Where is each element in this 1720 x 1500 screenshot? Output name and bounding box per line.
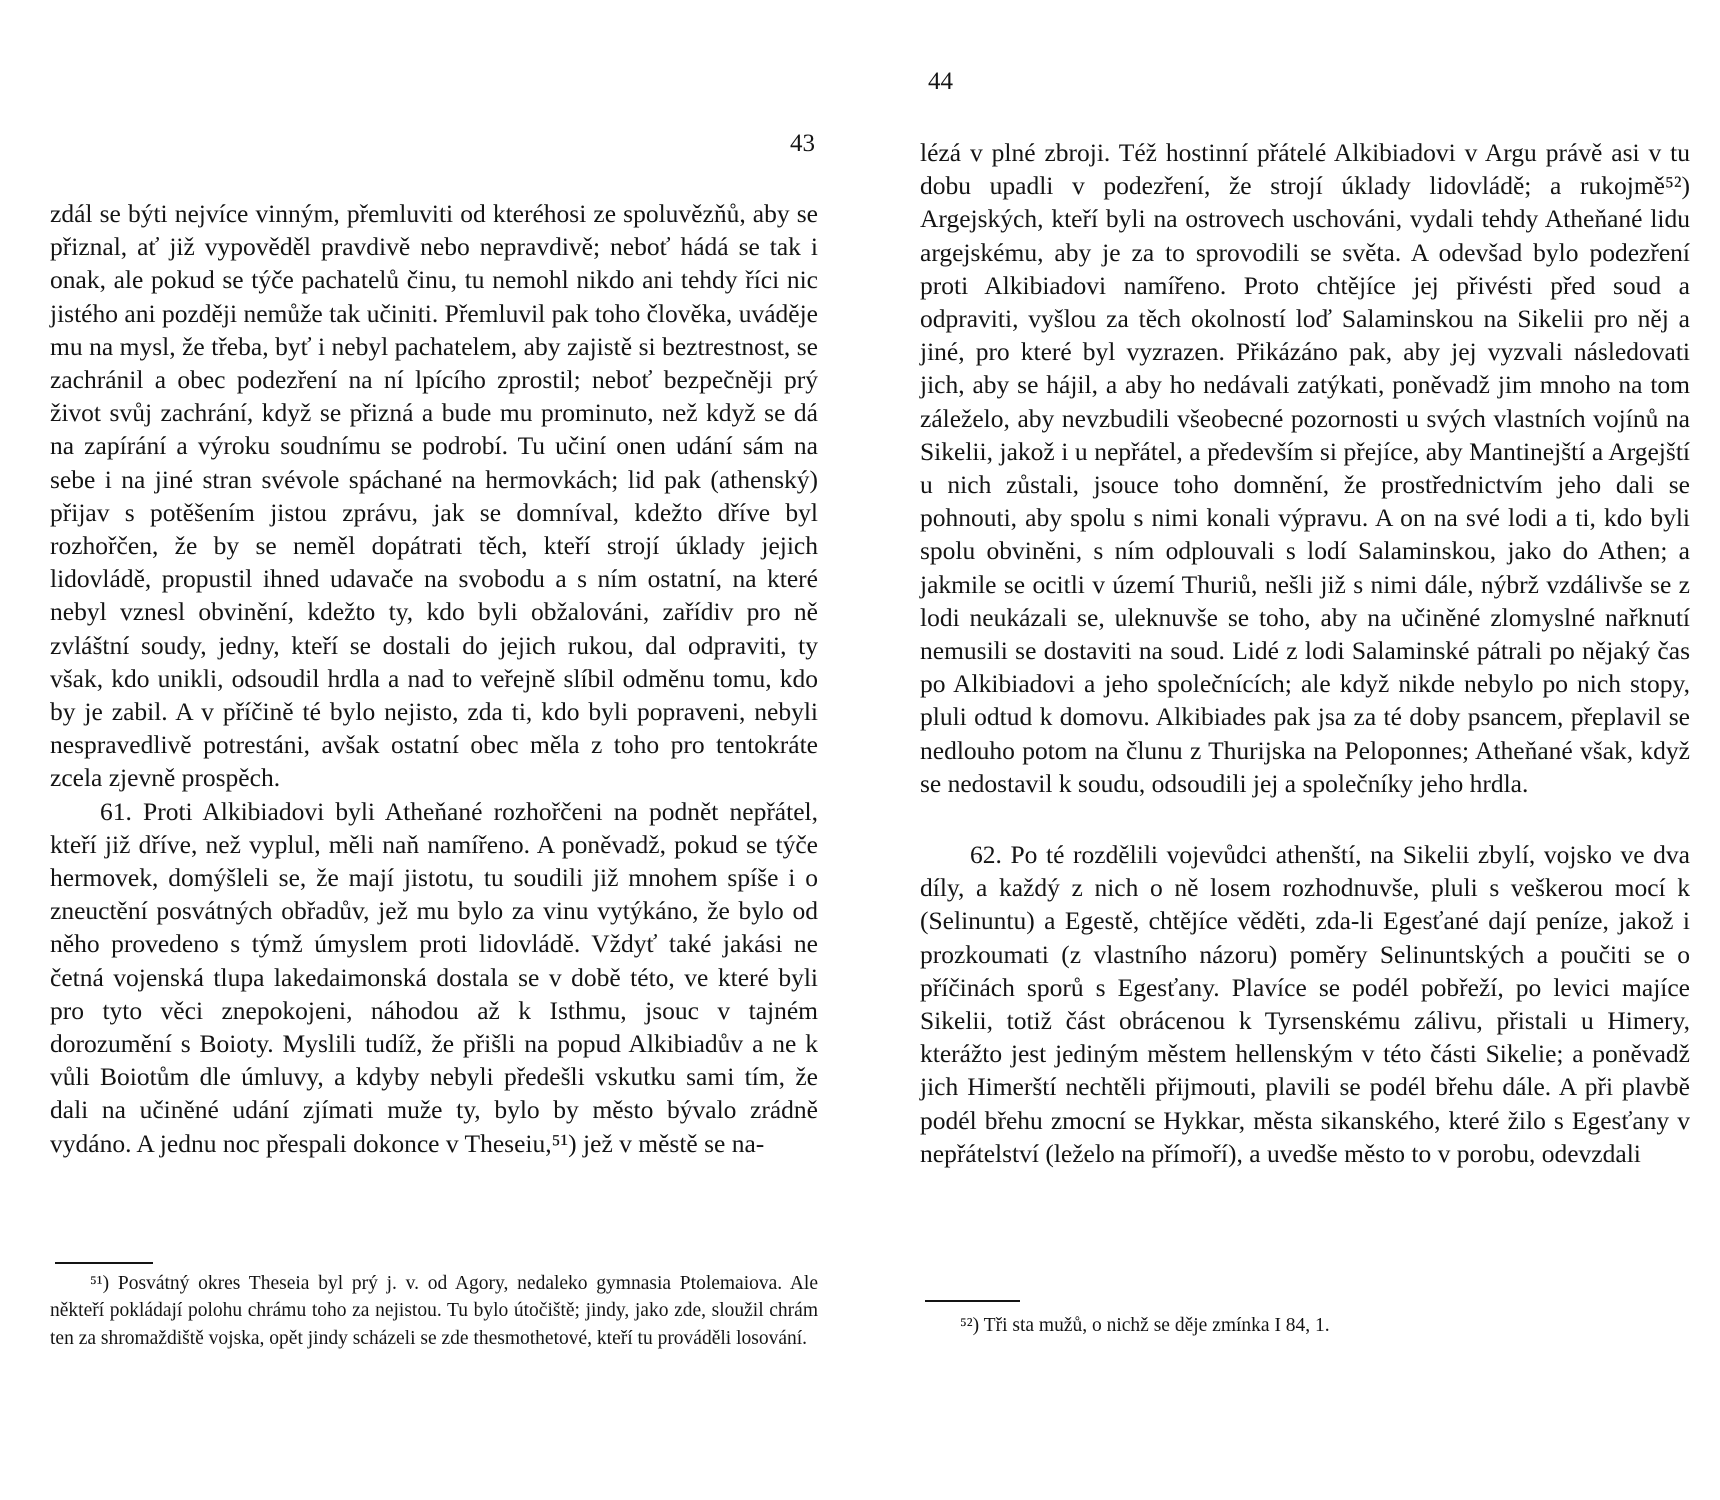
footnotes — [50, 1270, 818, 1352]
footnote-51: ⁵¹) Posvátný okres Theseia byl prý j. v. od Agory, nedaleko gymnasia Ptolemaiova. Ale někteří pokládají polohu chrámu toho za nejistou. Tu bylo útočiště; jindy, jako zde, sloužil chrám ten za shromaždiště vojska, opět jindy scházeli se zde thesmothetové, kteří tu prováděli losování. — [50, 1273, 818, 1349]
footnote-rule — [925, 1300, 1020, 1302]
footnotes — [920, 1312, 1690, 1339]
right-page — [860, 0, 1720, 1500]
paragraph: zdál se býti nejvíce vinným, přemluviti od kteréhosi ze spoluvězňů, aby se přiznal, ať již vypověděl pravdivě nebo nepravdivě; neboť hádá se tak i onak, ale pokud se týče pachatelů činu, tu nemohl nikdo ani tehdy říci nic jistého ani později nemůže tak učiniti. Přemluvil pak toho člověka, uváděje mu na mysl, že třeba, byť i nebyl pachatelem, aby zajistě si beztrestnost, se zachránil a obec podezření na ní lpícího zprostil; neboť bezpečněji prý život svůj zachrání, když se přizná a bude mu prominuto, než když se dá na zapírání a výroku soudnímu se podrobí. Tu učiní onen udání sám na sebe i na jiné stran svévole spáchané na hermovkách; lid pak (athenský) přijav s potěšením jistou zprávu, jak se domníval, kdežto dříve byl rozhořčen, že by se neměl dopátrati těch, kteří strojí úklady jejich lidovládě, propustil ihned udavače na svobodu a s ním ostatní, na které nebyl vznesl obvinění, kdežto ty, kdo byli obžalováni, zařídiv pro ně zvláštní soudy, jedny, kteří se dostali do jejich rukou, dal odpraviti, ty však, kdo unikli, odsoudil hrdla a nad to veřejně slíbil odměnu tomu, kdo by je zabil. A v příčině té bylo nejisto, zda ti, kdo byli popraveni, nebyli nespravedlivě potrestáni, avšak ostatní obec měla z toho pro tentokráte zcela zjevně prospěch. — [50, 199, 818, 793]
paragraph-62: 62. Po té rozdělili vojevůdci athenští, na Sikelii zbylí, vojsko ve dva díly, a každý z nich o ně losem rozhodnuvše, pluli s veškerou mocí k (Selinuntu) a Egestě, chtějíce věděti, zda-li Egesťané dají peníze, jakož i prozkoumati (z vlastního názoru) poměry Selinuntských a poučiti se o příčinách sporů s Egesťany. Plavíce se podél pobřeží, po levici majíce Sikelii, totiž část obrácenou k Tyrsenskému zálivu, přistali u Himery, kterážto jest jediným městem hellenským v této části Sikelie; a poněvadž jich Himerští nechtěli přijmouti, plavili se podél břehu dále. A při plavbě podél břehu zmocní se Hykkar, města sikanského, které žilo s Egesťany v nepřátelství (leželo na přímoří), a uvedše město to v porobu, odevzdali — [920, 840, 1690, 1168]
page-number: 44 — [928, 68, 953, 95]
body-text — [50, 197, 818, 1160]
body-text — [920, 136, 1690, 1170]
page-number: 43 — [790, 130, 815, 157]
paragraph-gap — [920, 800, 1690, 838]
footnote-52: ⁵²) Tři sta mužů, o nichž se děje zmínka I 84, 1. — [960, 1315, 1330, 1336]
paragraph: lézá v plné zbroji. Též hostinní přátelé Alkibiadovi v Argu právě asi v tu dobu upadli v podezření, že strojí úklady lidovládě; a rukojmě⁵²) Argejských, kteří byli na ostrovech uschováni, vydali tehdy Atheňané lidu argejskému, aby je za to sprovodili se světa. A odevšad bylo podezření proti Alkibiadovi namířeno. Proto chtějíce jej přivésti před soud a odpraviti, vyšlou za těch okolností loď Salaminskou na Sikelii pro něj a jiné, pro které byl vyzrazen. Přikázáno pak, aby jej vyzvali následovati jich, aby se hájil, a aby ho nedávali zatýkati, poněvadž jim mnoho na tom záleželo, aby nevzbudili všeobecné pozornosti u svých vlastních vojínů na Sikelii, jakož i u nepřátel, a především si přejíce, aby Mantinejští a Argejští u nich zůstali, jsouce toho domnění, že prostřednictvím jeho dali se pohnouti, aby spolu s nimi konali výpravu. A on na své lodi a ti, kdo byli spolu obviněni, s ním odplouvali s lodí Salaminskou, jako do Athen; a jakmile se ocitli v území Thuriů, nešli již s nimi dále, nýbrž vzdálivše se z lodi neukázali se, uleknuvše se toho, aby na učiněné zlomyslné nařknutí nemusili se dostaviti na soud. Lidé z lodi Salaminské pátrali po nějaký čas po Alkibiadovi a jeho společnících; ale když nikde nebylo po nich stopy, pluli odtud k domovu. Alkibiades pak jsa za té doby psancem, přeplavil se nedlouho potom na člunu z Thurijska na Peloponnes; Atheňané však, když se nedostavil k soudu, odsoudili jej a společníky jeho hrdla. — [920, 138, 1690, 798]
paragraph-61: 61. Proti Alkibiadovi byli Atheňané rozhořčeni na podnět nepřátel, kteří již dříve, než vyplul, měli naň namířeno. A poněvadž, pokud se týče hermovek, domýšleli se, že mají jistotu, tu soudili již mnohem spíše i o zneuctění posvátných obřadův, jež mu bylo za vinu vytýkáno, že bylo od něho provedeno s týmž úmyslem proti lidovládě. Vždyť také jakási ne četná vojenská tlupa lakedaimonská dostala se v době této, ve které byli pro tyto věci znepokojeni, náhodou až k Isthmu, jsouc v tajném dorozumění s Boioty. Myslili tudíž, že přišli na popud Alkibiadův a ne k vůli Boiotům dle úmluvy, a kdyby nebyli předešli vskutku sami tím, že dali na učiněné udání zjímati muže ty, bylo by město bývalo zrádně vydáno. A jednu noc přespali dokonce v Theseiu,⁵¹) jež v městě se na- — [50, 796, 818, 1158]
footnote-rule — [55, 1262, 153, 1264]
